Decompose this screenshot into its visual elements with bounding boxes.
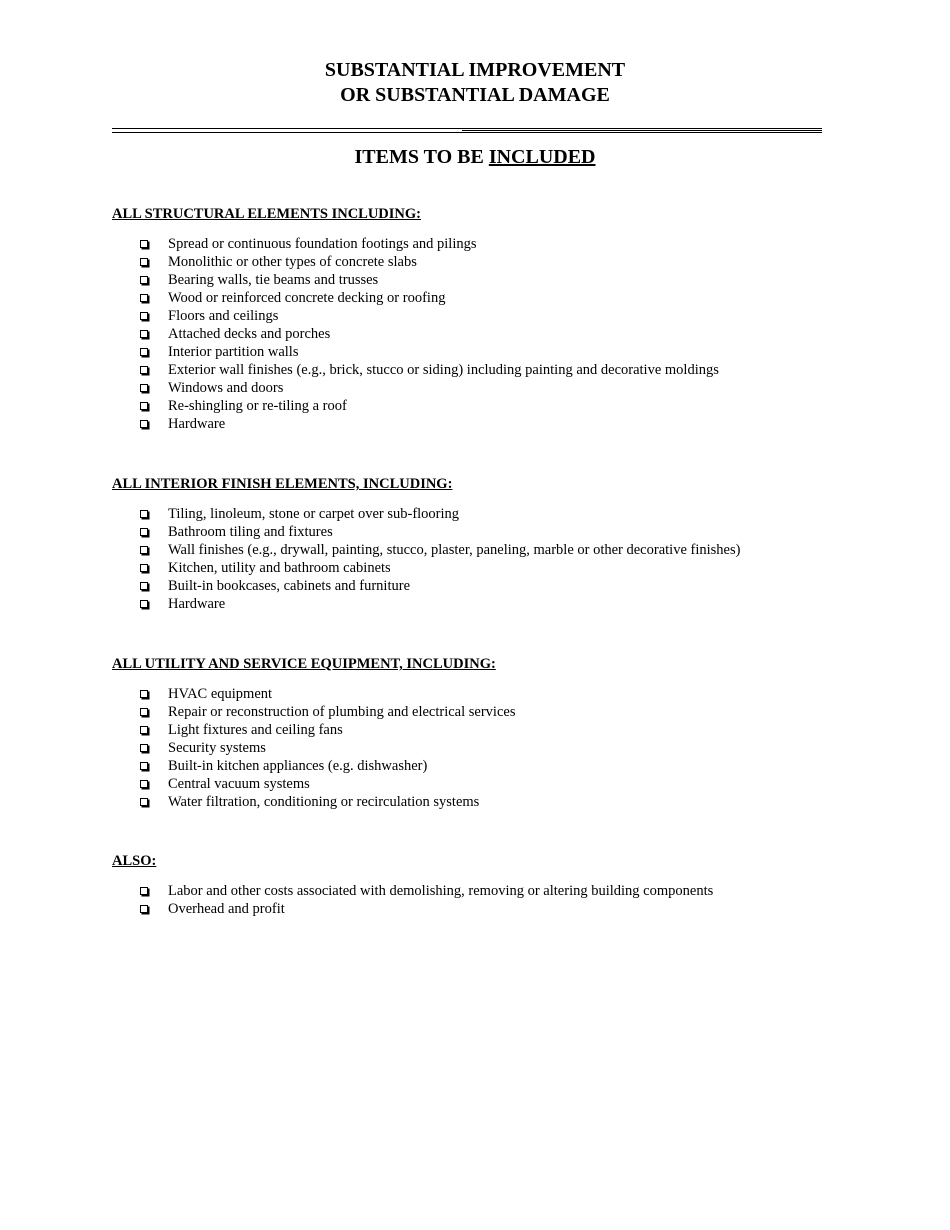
checkbox-icon	[140, 564, 148, 572]
section-interior-finish	[112, 475, 832, 612]
subtitle-prefix: ITEMS TO BE	[354, 146, 489, 168]
section-heading: ALL STRUCTURAL ELEMENTS INCLUDING:	[112, 206, 421, 222]
title-divider-bottom	[112, 132, 822, 133]
checkbox-icon	[140, 294, 148, 302]
checkbox-icon	[140, 887, 148, 895]
section-also	[112, 852, 832, 917]
checkbox-icon	[140, 708, 148, 716]
checkbox-icon	[140, 744, 148, 752]
checkbox-icon	[140, 330, 148, 338]
document-title	[0, 58, 950, 108]
checkbox-icon	[140, 420, 148, 428]
checkbox-icon	[140, 762, 148, 770]
checklist-item-label: Labor and other costs associated with demolishing, removing or altering building components	[168, 883, 714, 899]
checklist-item-label: Built-in kitchen appliances (e.g. dishwasher)	[168, 758, 428, 774]
checkbox-icon	[140, 905, 148, 913]
checkbox-icon	[140, 348, 148, 356]
title-line-2: OR SUBSTANTIAL DAMAGE	[340, 84, 610, 106]
checklist-item-label: Re-shingling or re-tiling a roof	[168, 398, 347, 414]
title-line-1: SUBSTANTIAL IMPROVEMENT	[324, 59, 626, 81]
checkbox-icon	[140, 312, 148, 320]
title-divider-accent	[462, 130, 822, 131]
checklist-item-label: Spread or continuous foundation footings and pilings	[168, 236, 477, 252]
checkbox-icon	[140, 726, 148, 734]
subtitle-emphasis: INCLUDED	[488, 146, 596, 168]
checklist-item-label: Built-in bookcases, cabinets and furniture	[168, 578, 411, 594]
checkbox-icon	[140, 402, 148, 410]
section-heading: ALL UTILITY AND SERVICE EQUIPMENT, INCLUDING:	[112, 656, 496, 672]
checkbox-icon	[140, 600, 148, 608]
title-divider-top	[112, 128, 822, 129]
checkbox-icon	[140, 240, 148, 248]
section-utility-equipment	[112, 655, 832, 810]
checklist-item-label: Bearing walls, tie beams and trusses	[168, 272, 379, 288]
checklist-item-label: Windows and doors	[168, 380, 284, 396]
checkbox-icon	[140, 780, 148, 788]
checkbox-icon	[140, 528, 148, 536]
checkbox-icon	[140, 510, 148, 518]
checklist-item-label: Light fixtures and ceiling fans	[168, 722, 343, 738]
section-structural	[112, 205, 832, 432]
checkbox-icon	[140, 366, 148, 374]
checklist-item-label: Security systems	[168, 740, 266, 756]
checklist-item-label: Hardware	[168, 596, 226, 612]
checklist-item-label: HVAC equipment	[168, 686, 273, 702]
checklist-item-label: Overhead and profit	[168, 901, 285, 917]
checklist-item-label: Monolithic or other types of concrete slabs	[168, 254, 417, 270]
document-subtitle	[0, 144, 950, 170]
checkbox-icon	[140, 690, 148, 698]
checklist-item-label: Water filtration, conditioning or recirculation systems	[168, 794, 480, 810]
checklist-item-label: Kitchen, utility and bathroom cabinets	[168, 560, 391, 576]
checkbox-icon	[140, 546, 148, 554]
checklist-item-label: Attached decks and porches	[168, 326, 331, 342]
checklist-item-label: Repair or reconstruction of plumbing and electrical services	[168, 704, 516, 720]
checklist-item-label: Central vacuum systems	[168, 776, 310, 792]
checkbox-icon	[140, 582, 148, 590]
checkbox-icon	[140, 384, 148, 392]
checkbox-icon	[140, 258, 148, 266]
checklist-item-label: Hardware	[168, 416, 226, 432]
checkbox-icon	[140, 276, 148, 284]
checklist-item-label: Tiling, linoleum, stone or carpet over sub-flooring	[168, 506, 460, 522]
section-heading: ALL INTERIOR FINISH ELEMENTS, INCLUDING:	[112, 476, 453, 492]
section-heading: ALSO:	[112, 853, 157, 869]
checklist-item-label: Wall finishes (e.g., drywall, painting, stucco, plaster, paneling, marble or other decorative finishes)	[168, 542, 741, 558]
checklist-item-label: Bathroom tiling and fixtures	[168, 524, 333, 540]
checklist-item-label: Interior partition walls	[168, 344, 299, 360]
checklist-item-label: Floors and ceilings	[168, 308, 279, 324]
checklist-item-label: Wood or reinforced concrete decking or roofing	[168, 290, 446, 306]
checkbox-icon	[140, 798, 148, 806]
checklist-item-label: Exterior wall finishes (e.g., brick, stucco or siding) including painting and decorative moldings	[168, 362, 719, 378]
